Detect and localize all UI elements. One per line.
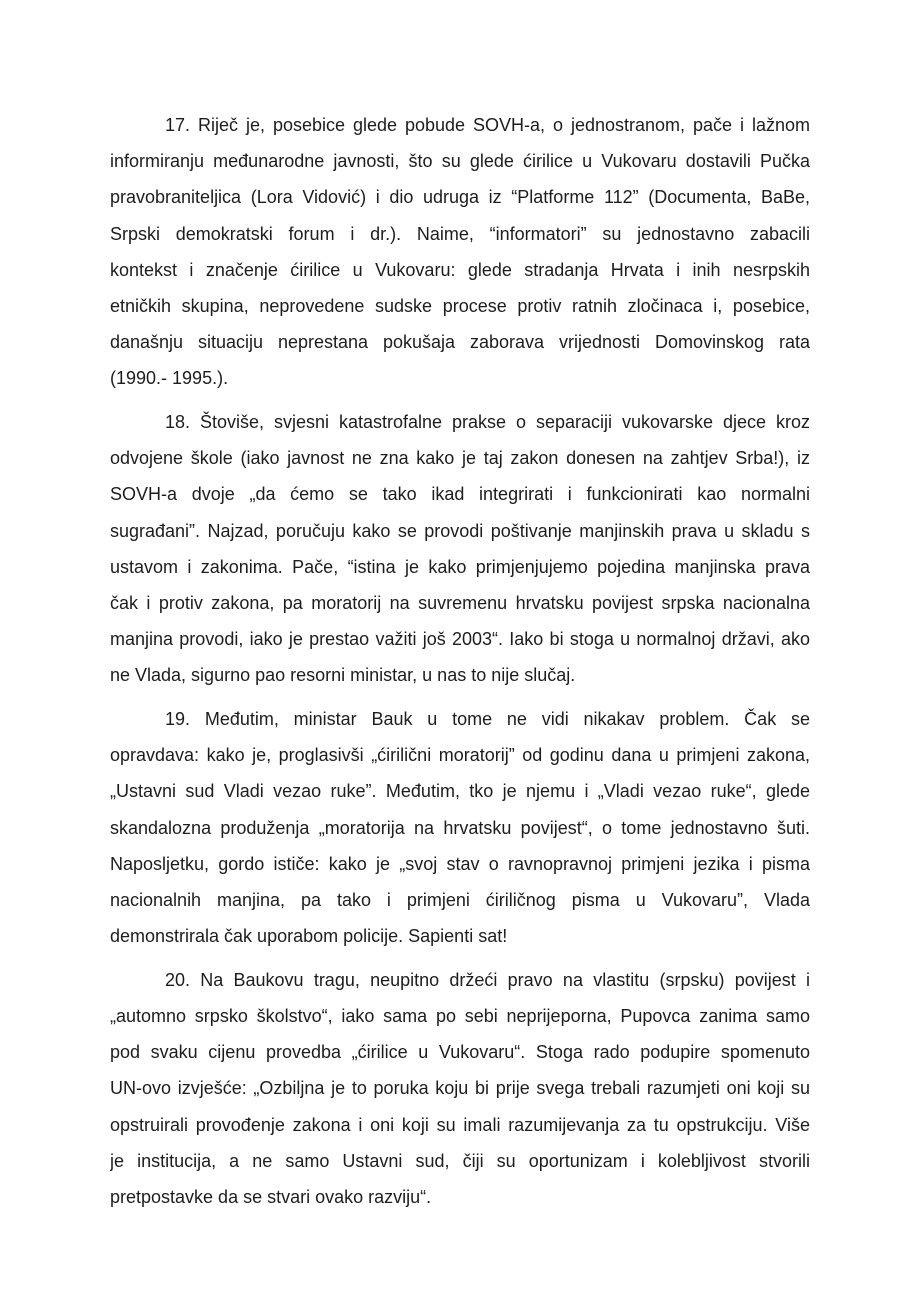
- paragraph-18: [110, 404, 810, 694]
- text-line: manjina provodi, iako je prestao važiti još 2003“. Iako bi stoga u normalnoj državi, ako: [110, 629, 810, 650]
- text-line: etničkih skupina, neprovedene sudske procese protiv ratnih zločinaca i, posebice,: [110, 295, 810, 316]
- text-line: 19. Međutim, ministar Bauk u tome ne vidi nikakav problem. Čak se: [165, 709, 810, 729]
- text-line: pretpostavke da se stvari ovako razviju“.: [110, 1186, 432, 1207]
- text-line: pravobraniteljica (Lora Vidović) i dio udruga iz “Platforme 112” (Documenta, BaBe,: [110, 187, 810, 208]
- text-line: opravdava: kako je, proglasivši „ćirilični moratorij” od godinu dana u primjeni zakona,: [110, 745, 810, 766]
- text-line: opstruirali provođenje zakona i oni koji su imali razumijevanja za tu opstrukciju. Više: [110, 1114, 810, 1135]
- text-line: SOVH-a dvoje „da ćemo se tako ikad integrirati i funkcionirati kao normalni: [110, 484, 810, 505]
- text-line: današnju situaciju neprestana pokušaja zaborava vrijednosti Domovinskog rata: [110, 332, 810, 353]
- text-line: 20. Na Baukovu tragu, neupitno držeći pravo na vlastitu (srpsku) povijest i: [165, 969, 810, 990]
- text-line: Naposljetku, gordo ističe: kako je „svoj stav o ravnopravnoj primjeni jezika i pisma: [110, 853, 810, 874]
- text-line: čak i protiv zakona, pa moratorij na suvremenu hrvatsku povijest srpska nacionalna: [110, 592, 810, 613]
- paragraph-20: [110, 962, 810, 1215]
- text-line: Srpski demokratski forum i dr.). Naime, “informatori” su jednostavno zabacili: [110, 223, 810, 244]
- text-line: ustavom i zakonima. Pače, “istina je kako primjenjujemo pojedina manjinska prava: [110, 556, 810, 577]
- text-line: sugrađani”. Najzad, poručuju kako se provodi poštivanje manjinskih prava u skladu s: [110, 520, 810, 541]
- text-line: informiranju međunarodne javnosti, što su glede ćirilice u Vukovaru dostavili Pučka: [110, 151, 810, 172]
- text-line: demonstrirala čak uporabom policije. Sapienti sat!: [110, 926, 508, 947]
- text-line: (1990.- 1995.).: [110, 368, 229, 389]
- text-line: skandalozna produženja „moratorija na hrvatsku povijest“, o tome jednostavno šuti.: [110, 817, 810, 838]
- text-line: „Ustavni sud Vladi vezao ruke”. Međutim, tko je njemu i „Vladi vezao ruke“, glede: [110, 781, 810, 802]
- text-line: pod svaku cijenu provedba „ćirilice u Vukovaru“. Stoga rado podupire spomenuto: [110, 1042, 810, 1063]
- text-line: 18. Štoviše, svjesni katastrofalne prakse o separaciji vukovarske djece kroz: [165, 412, 810, 432]
- text-line: kontekst i značenje ćirilice u Vukovaru: glede stradanja Hrvata i inih nesrpskih: [110, 259, 810, 280]
- paragraph-19: [110, 701, 810, 954]
- text-line: UN-ovo izvješće: „Ozbiljna je to poruka koju bi prije svega trebali razumjeti oni koji su: [110, 1078, 810, 1099]
- text-line: „automno srpsko školstvo“, iako sama po sebi neprijeporna, Pupovca zanima samo: [110, 1006, 810, 1026]
- text-line: je institucija, a ne samo Ustavni sud, čiji su oportunizam i kolebljivost stvorili: [110, 1150, 810, 1171]
- text-line: 17. Riječ je, posebice glede pobude SOVH-a, o jednostranom, pače i lažnom: [165, 115, 810, 135]
- text-line: nacionalnih manjina, pa tako i primjeni ćiriličnog pisma u Vukovaru”, Vlada: [110, 889, 810, 910]
- text-line: ne Vlada, sigurno pao resorni ministar, u nas to nije slučaj.: [110, 665, 576, 686]
- paragraph-17: [110, 107, 810, 397]
- text-line: odvojene škole (iako javnost ne zna kako je taj zakon donesen na zahtjev Srba!), iz: [110, 448, 810, 469]
